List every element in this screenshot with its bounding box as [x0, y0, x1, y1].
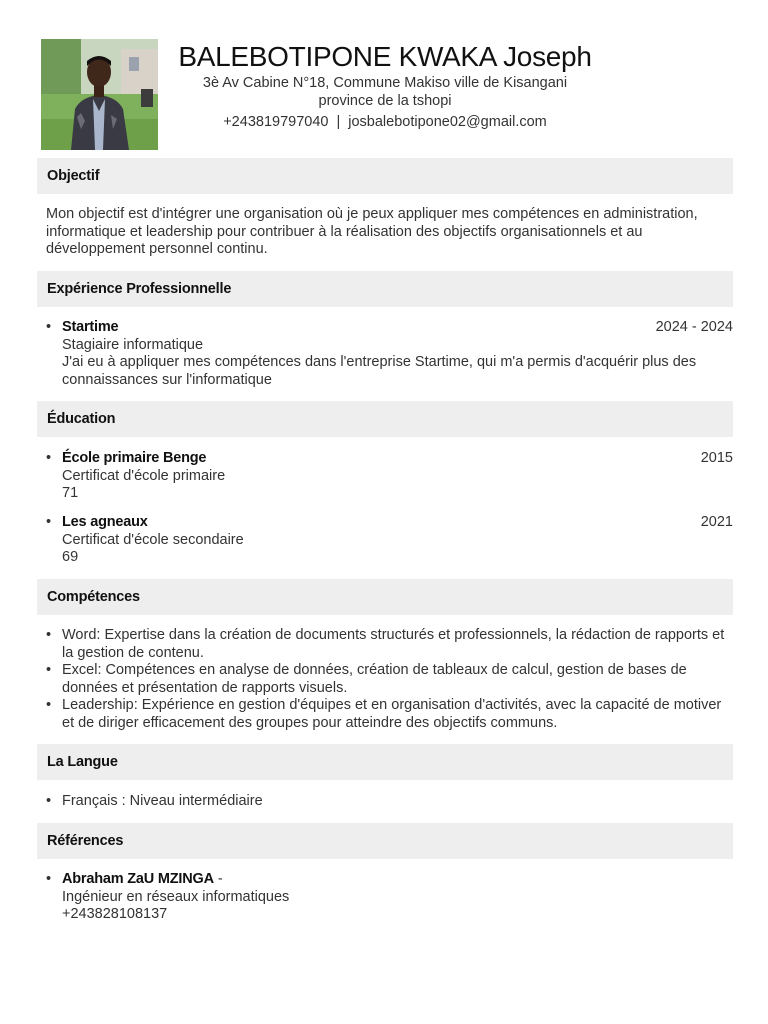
list-item: [46, 662, 726, 697]
section-heading-skills: Compétences: [37, 579, 733, 615]
education-score: 69: [62, 549, 79, 565]
address-line-1: 3è Av Cabine N°18, Commune Makiso ville de Kisangani: [202, 75, 568, 91]
header: [170, 40, 600, 131]
education-year: 2015: [700, 450, 733, 466]
full-name: BALEBOTIPONE KWAKA Joseph: [178, 41, 592, 72]
bullet-marker: •: [46, 697, 52, 713]
list-item: [46, 793, 726, 811]
experience-company: Startime: [62, 319, 119, 335]
bullet-marker: •: [46, 450, 52, 466]
section-heading-languages: La Langue: [37, 744, 733, 780]
address-line-2: province de la tshopi: [318, 93, 452, 109]
phone-number: +243819797040: [223, 114, 329, 130]
email-address: josbalebotipone02@gmail.com: [348, 114, 547, 130]
list-item: [46, 627, 726, 662]
bullet-marker: •: [46, 793, 52, 809]
experience-role: Stagiaire informatique: [62, 336, 204, 353]
section-heading-education: Éducation: [37, 401, 733, 437]
bullet-marker: •: [46, 871, 52, 887]
objective-text: Mon objectif est d'intégrer une organisation où je peux appliquer mes compétences en administration, informatique et leadership pour contribuer à la réalisation des objectifs organisationnels et au développement personnel continu.: [46, 206, 698, 257]
skills-list: [46, 627, 726, 732]
education-diploma: Certificat d'école secondaire: [62, 531, 244, 548]
reference-dash: -: [217, 871, 223, 887]
education-score: 71: [62, 485, 79, 501]
education-item: [46, 514, 733, 567]
reference-item: [46, 871, 733, 924]
section-heading-references: Références: [37, 823, 733, 859]
section-heading-experience: Expérience Professionnelle: [37, 271, 733, 307]
education-item: [46, 450, 733, 503]
contact-separator: |: [336, 114, 341, 130]
section-heading-objective: Objectif: [37, 158, 733, 194]
experience-dates: 2024 - 2024: [655, 319, 733, 335]
contact-line: [170, 113, 600, 131]
skill-text: Word: Expertise dans la création de documents structurés et professionnels, la rédaction de rapports et la gestion de contenu.: [62, 627, 725, 661]
education-school: École primaire Benge: [62, 450, 207, 466]
experience-item: [46, 319, 733, 389]
languages-list: [46, 793, 726, 811]
language-text: Français : Niveau intermédiaire: [62, 793, 263, 809]
bullet-marker: •: [46, 319, 52, 335]
profile-photo: [41, 39, 158, 150]
reference-name: Abraham ZaU MZINGA: [62, 871, 214, 887]
skill-text: Excel: Compétences en analyse de données, création de tableaux de calcul, gestion de bases de données et présentation de rapports visuels.: [62, 662, 687, 696]
experience-description: J'ai eu à appliquer mes compétences dans l'entreprise Startime, qui m'a permis d'acquérir plus des connaissances sur l'informatique: [62, 354, 697, 388]
bullet-marker: •: [46, 514, 52, 530]
education-year: 2021: [700, 514, 733, 530]
reference-phone: +243828108137: [62, 906, 168, 922]
education-school: Les agneaux: [62, 514, 148, 530]
list-item: [46, 697, 726, 732]
reference-title: Ingénieur en réseaux informatiques: [62, 888, 290, 905]
bullet-marker: •: [46, 627, 52, 643]
education-diploma: Certificat d'école primaire: [62, 467, 226, 484]
skill-text: Leadership: Expérience en gestion d'équipes et en organisation d'activités, avec la capacité de motiver et de diriger efficacement des groupes pour atteindre des objectifs communs.: [62, 697, 722, 731]
bullet-marker: •: [46, 662, 52, 678]
